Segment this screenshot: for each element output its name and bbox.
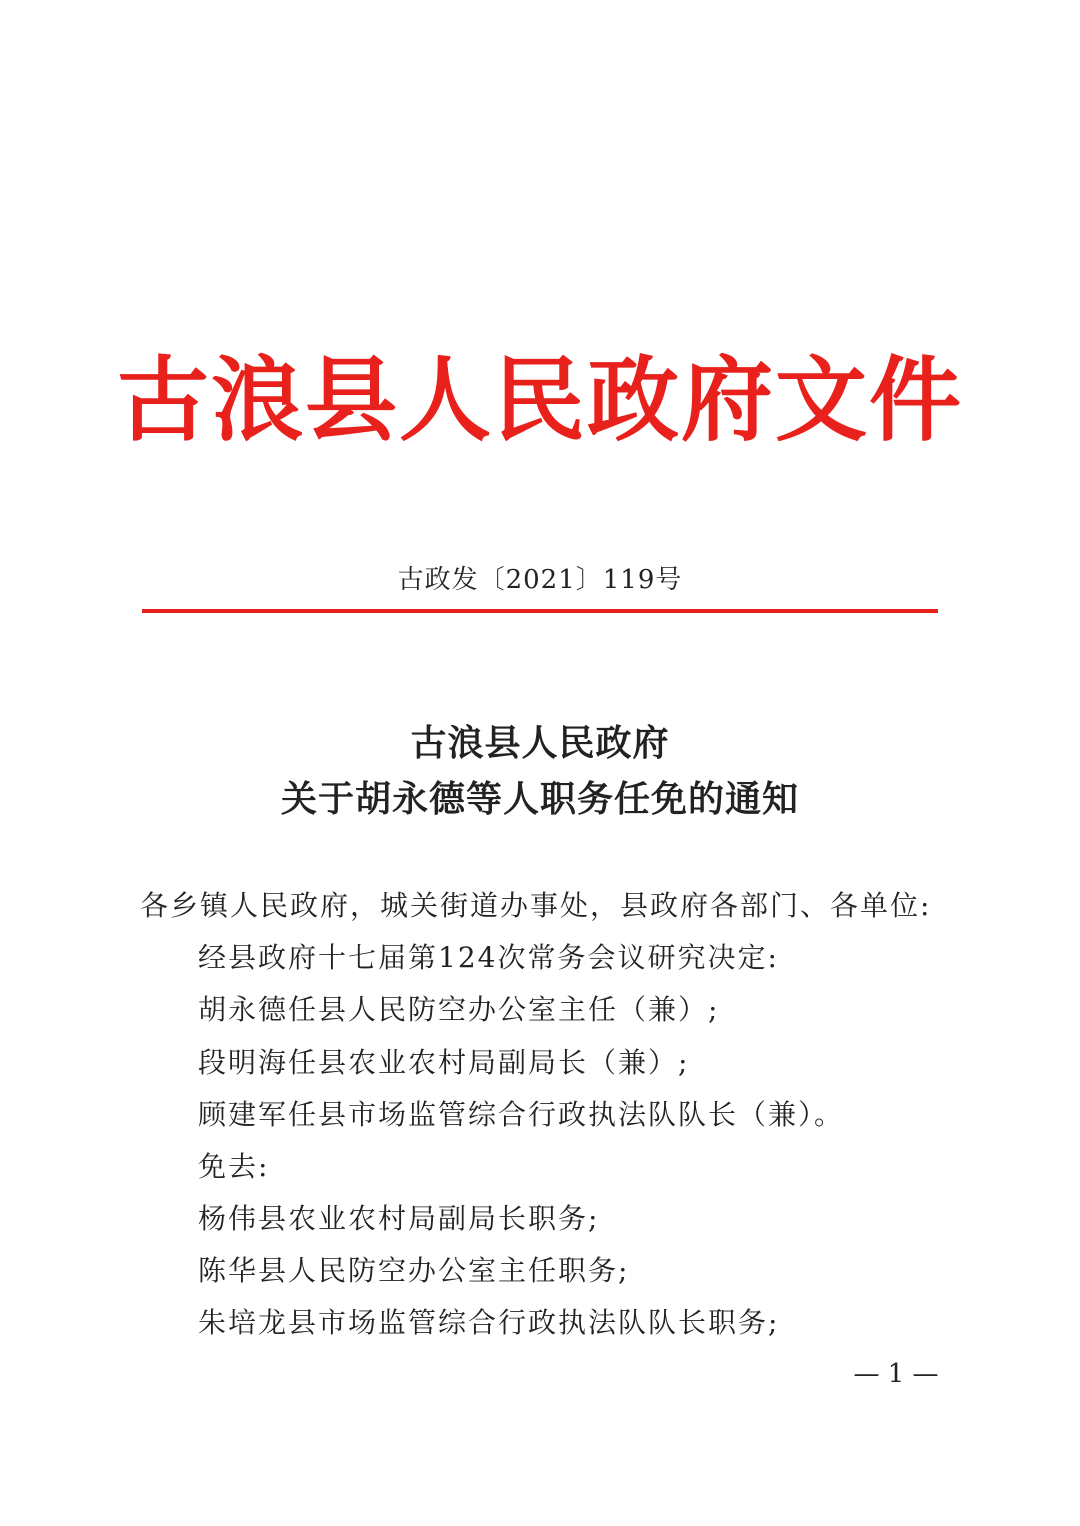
document-number: 古政发〔2021〕119号: [397, 565, 683, 595]
notice-title-line-2: 关于胡永德等人职务任免的通知: [280, 778, 799, 820]
body-paragraph: 段明海任县农业农村局副局长（兼）;: [198, 1046, 690, 1079]
body-paragraph: 经县政府十七届第124次常务会议研究决定:: [198, 941, 779, 974]
body-paragraph: 胡永德任县人民防空办公室主任（兼）;: [198, 993, 720, 1026]
notice-title-line-1: 古浪县人民政府: [410, 722, 670, 764]
masthead-title: 古浪县人民政府文件: [116, 346, 963, 454]
body-paragraph: 陈华县人民防空办公室主任职务;: [198, 1254, 630, 1287]
addressee-line: 各乡镇人民政府，城关街道办事处，县政府各部门、各单位:: [140, 889, 932, 922]
body-paragraph: 朱培龙县市场监管综合行政执法队队长职务;: [198, 1306, 780, 1339]
body-paragraph: 杨伟县农业农村局副局长职务;: [198, 1202, 600, 1235]
red-divider-line: [142, 609, 938, 613]
body-paragraph: 顾建军任县市场监管综合行政执法队队长（兼）。: [198, 1098, 845, 1131]
page-number: — 1 —: [853, 1359, 939, 1389]
body-paragraph: 免去:: [198, 1150, 270, 1183]
